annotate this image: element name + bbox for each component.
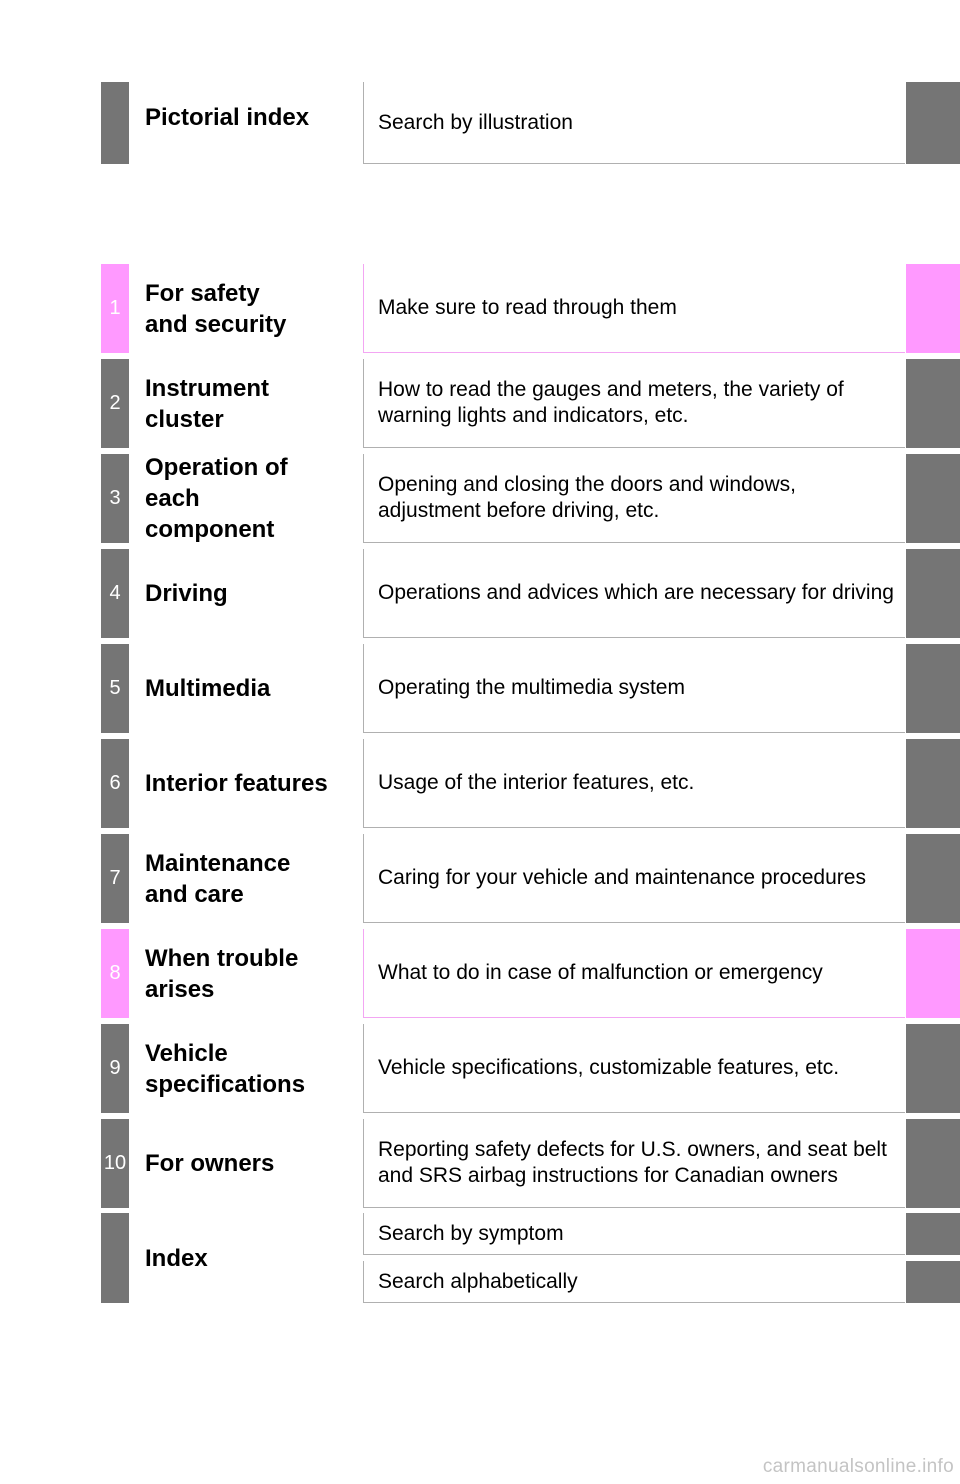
search-alphabetically[interactable]: Search alphabetically xyxy=(363,1261,905,1303)
section-title: Multimedia xyxy=(145,675,271,702)
section-description: How to read the gauges and meters, the variety of warning lights and indicators, etc. xyxy=(363,359,905,448)
section-title: Instrument cluster xyxy=(145,374,270,433)
section-tab[interactable] xyxy=(906,644,960,733)
section-tab[interactable] xyxy=(906,1024,960,1113)
section-number: 2 xyxy=(101,359,129,448)
section-description: What to do in case of malfunction or emergency xyxy=(363,929,905,1018)
section-description: Vehicle specifications, customizable features, etc. xyxy=(363,1024,905,1113)
section-number: 5 xyxy=(101,644,129,733)
section-tab[interactable] xyxy=(906,929,960,1018)
section-title: Driving xyxy=(145,580,228,607)
section-tab[interactable] xyxy=(906,264,960,353)
section-number: 7 xyxy=(101,834,129,923)
pictorial-index-title: Pictorial index xyxy=(145,104,310,131)
section-tab[interactable] xyxy=(906,834,960,923)
index-side-bar xyxy=(101,1213,129,1303)
section-title: Maintenance and care xyxy=(145,849,291,908)
section-number: 9 xyxy=(101,1024,129,1113)
section-row[interactable] xyxy=(0,1119,960,1208)
section-row[interactable] xyxy=(0,359,960,448)
section-number: 3 xyxy=(101,454,129,543)
section-description: Operations and advices which are necessary for driving xyxy=(363,549,905,638)
section-row[interactable] xyxy=(0,1024,960,1113)
section-number: 10 xyxy=(101,1119,129,1208)
section-description: Caring for your vehicle and maintenance procedures xyxy=(363,834,905,923)
pictorial-index-side-bar xyxy=(101,82,129,164)
alphabetical-tab[interactable] xyxy=(906,1261,960,1303)
section-tab[interactable] xyxy=(906,454,960,543)
search-by-symptom[interactable]: Search by symptom xyxy=(363,1213,905,1255)
pictorial-index-tab[interactable] xyxy=(906,82,960,164)
section-number: 4 xyxy=(101,549,129,638)
section-title: For safety and security xyxy=(145,279,287,338)
section-title: When trouble arises xyxy=(145,944,299,1003)
section-title: For owners xyxy=(145,1150,275,1177)
symptom-tab[interactable] xyxy=(906,1213,960,1255)
pictorial-index-desc: Search by illustration xyxy=(363,82,905,164)
section-row[interactable] xyxy=(0,549,960,638)
section-row[interactable] xyxy=(0,264,960,353)
section-number: 1 xyxy=(101,264,129,353)
section-tab[interactable] xyxy=(906,739,960,828)
section-row[interactable] xyxy=(0,929,960,1018)
section-description: Operating the multimedia system xyxy=(363,644,905,733)
section-row[interactable] xyxy=(0,454,960,543)
section-row[interactable] xyxy=(0,739,960,828)
watermark: carmanualsonline.info xyxy=(762,1456,954,1477)
section-number: 6 xyxy=(101,739,129,828)
section-row[interactable] xyxy=(0,644,960,733)
section-description: Reporting safety defects for U.S. owners, and seat belt and SRS airbag instructions for Canadian owners xyxy=(363,1119,905,1208)
section-number: 8 xyxy=(101,929,129,1018)
section-title: Interior features xyxy=(145,770,328,797)
section-description: Make sure to read through them xyxy=(363,264,905,353)
section-title: Vehicle specifications xyxy=(145,1039,306,1098)
section-tab[interactable] xyxy=(906,1119,960,1208)
section-row[interactable] xyxy=(0,834,960,923)
section-tab[interactable] xyxy=(906,359,960,448)
index-title: Index xyxy=(145,1244,208,1272)
index-row xyxy=(0,1213,960,1303)
section-tab[interactable] xyxy=(906,549,960,638)
pictorial-index-row[interactable] xyxy=(0,82,960,164)
section-description: Usage of the interior features, etc. xyxy=(363,739,905,828)
section-title: Operation of each component xyxy=(145,454,288,543)
section-description: Opening and closing the doors and windows, adjustment before driving, etc. xyxy=(363,454,905,543)
